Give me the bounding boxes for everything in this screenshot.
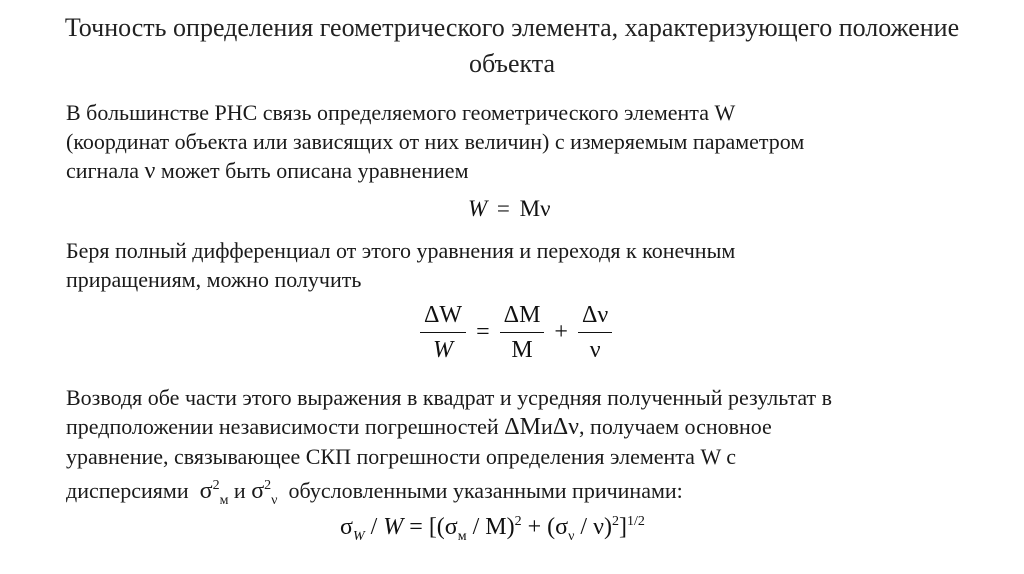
paragraph-1 xyxy=(66,98,966,186)
and-word-2: и xyxy=(233,478,246,503)
eq3-sub-nu: ν xyxy=(568,528,575,544)
equation-1 xyxy=(468,196,551,222)
nu-symbol: ν xyxy=(144,158,156,184)
equation-1-lhs: W xyxy=(468,196,488,221)
paragraph-2-line-2: приращениям, можно получить xyxy=(66,267,362,292)
paragraph-1-line-2: (координат объекта или зависящих от них величин) с измеряемым параметром xyxy=(66,129,805,154)
paragraph-3-line-1: Возводя обе части этого выражения в квадрат и усредняя полученный результат в xyxy=(66,385,833,410)
eq3-w: W xyxy=(383,514,404,540)
fraction-dnu-over-nu xyxy=(578,300,612,365)
fraction-3-denominator: ν xyxy=(589,337,601,363)
delta-nu-symbol: Δν xyxy=(552,414,580,440)
square-exp: 2 xyxy=(212,478,220,493)
dw-text: ΔW xyxy=(424,302,463,328)
paragraph-3-line-2 xyxy=(66,412,986,442)
eq3-sub-m: м xyxy=(457,528,467,544)
paragraph-3-line-3: уравнение, связывающее СКП погрешности определения элемента W с xyxy=(66,444,737,469)
eq3-exp-2a: 2 xyxy=(514,514,522,529)
paragraph-3-line-2-end: , получаем основное xyxy=(579,414,772,439)
fraction-2-denominator: M xyxy=(511,337,533,363)
fraction-dw-over-w xyxy=(420,300,466,365)
square-exp-2: 2 xyxy=(264,478,272,493)
equation-2-equals: = xyxy=(476,319,490,345)
sigma-symbol: σ xyxy=(199,478,213,504)
paragraph-1-line-3 xyxy=(66,156,966,186)
eq3-part6: ] xyxy=(618,514,627,540)
paragraph-3-line-4-end: обусловленными указанными причинами: xyxy=(288,478,683,503)
equation-3 xyxy=(340,514,645,545)
eq3-part3: / M) xyxy=(466,514,515,540)
eq3-exp-half: 1/2 xyxy=(626,514,645,529)
eq3-sigma: σ xyxy=(340,514,353,540)
paragraph-1-line-1: В большинстве РНС связь определяемого геометрического элемента W xyxy=(66,100,736,125)
fraction-3-numerator: Δν xyxy=(578,300,612,333)
eq3-part2: = [(σ xyxy=(403,514,458,540)
paragraph-3-line-4-start: дисперсиями xyxy=(66,478,189,503)
sub-nu: ν xyxy=(271,492,278,508)
equation-2-plus: + xyxy=(554,319,568,345)
slide-title: Точность определения геометрического элемента, характеризующего положение объекта xyxy=(64,13,960,78)
delta-m-symbol: ΔM xyxy=(504,414,541,440)
paragraph-2-line-1: Беря полный дифференциал от этого уравнения и переходя к конечным xyxy=(66,238,736,263)
paragraph-1-line-3-end: может быть описана уравнением xyxy=(160,158,469,183)
equation-1-equals: = xyxy=(496,196,510,221)
paragraph-3 xyxy=(66,383,986,515)
paragraph-2 xyxy=(66,236,966,294)
equation-2 xyxy=(414,300,618,365)
sigma-nu-squared xyxy=(251,478,278,508)
fraction-1-numerator xyxy=(420,300,466,333)
sub-m: м xyxy=(219,492,229,508)
fraction-2-numerator: ΔM xyxy=(500,300,545,333)
eq3-sub-w: W xyxy=(352,528,365,544)
eq3-part4: + (σ xyxy=(521,514,569,540)
eq3-exp-2b: 2 xyxy=(611,514,619,529)
paragraph-3-line-2-start: предположении независимости погрешностей xyxy=(66,414,499,439)
eq3-part5: / ν) xyxy=(574,514,612,540)
eq3-slash: / xyxy=(364,514,384,540)
and-word-1: и xyxy=(540,414,553,439)
sigma-m-squared xyxy=(199,478,229,508)
equation-1-rhs: Mν xyxy=(519,196,551,221)
paragraph-1-line-3-start: сигнала xyxy=(66,158,140,183)
sigma-symbol-2: σ xyxy=(251,478,265,504)
fraction-dm-over-m xyxy=(500,300,545,365)
fraction-1-denominator: W xyxy=(433,337,454,363)
paragraph-3-line-4 xyxy=(66,471,986,515)
